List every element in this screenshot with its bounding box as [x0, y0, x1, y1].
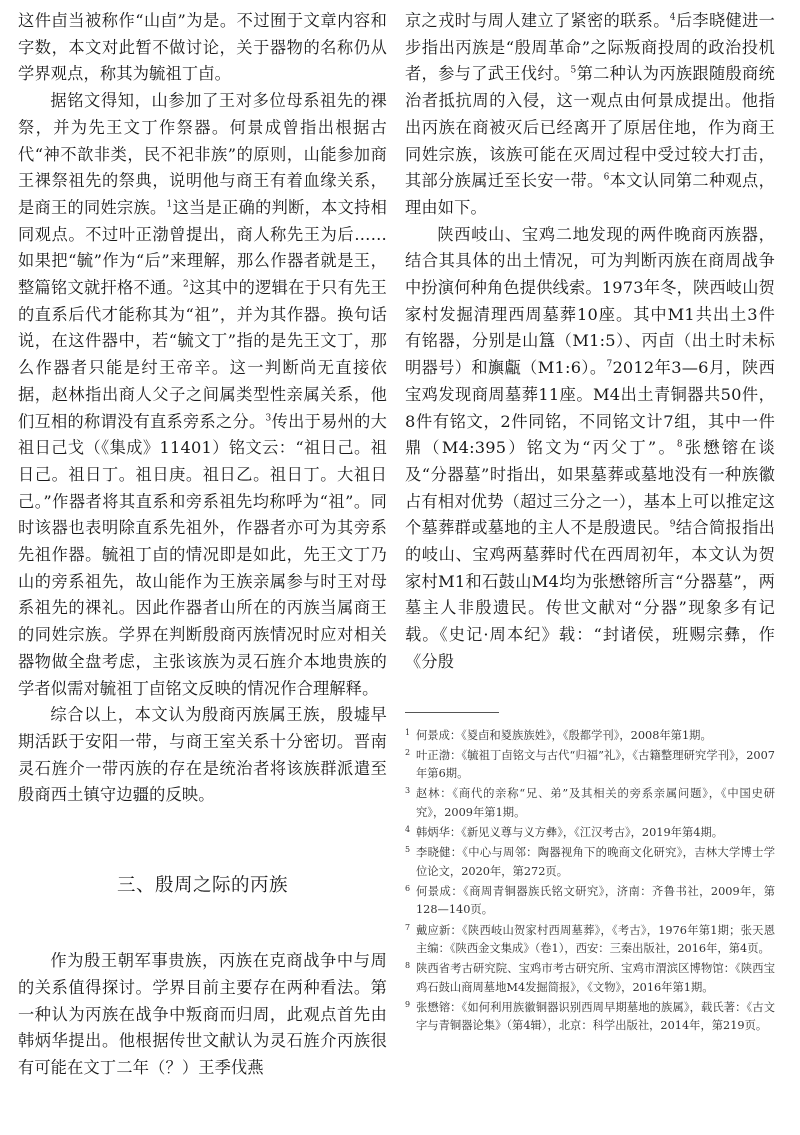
footnote-ref-7[interactable]: 7 [606, 359, 613, 370]
footnote-text: 戴应新：《陕西岐山贺家村西周墓葬》，《考古》，1976年第1期；张天恩主编：《陕西金文集成》（卷1），西安：三秦出版社，2016年，第4页。 [416, 923, 775, 956]
text-segment: 京之戎时与周人建立了紧密的联系。 [405, 11, 670, 30]
text-segment: 这当是正确的判断，本文持相同观点。不过叶正渤曾提出，商人称先王为后……如果把“毓”作为“后”来理解，那么作器者就是王，整篇铭文就扞格不通。 [18, 197, 387, 298]
footnote-text: 张懋镕：《如何利用族徽铜器识别西周早期墓地的族属》，载氏著：《古文字与青铜器论集》（第4辑），北京：科学出版社，2014年，第219页。 [416, 1000, 775, 1033]
footnote-ref-8[interactable]: 8 [676, 439, 683, 450]
footnote-text: 赵林：《商代的亲称“兄、弟”及其相关的旁系亲属问题》，《中国史研究》，2009年第1期。 [416, 787, 775, 819]
footnote-number: 3 [405, 786, 411, 796]
footnote-text: 李晓健：《中心与周邻：陶器视角下的晚商文化研究》，吉林大学博士学位论文，2020年，第272页。 [416, 846, 775, 878]
text-segment: 据铭文得知，山参加了王对多位母系祖先的祼祭，并为先王文丁作祭器。何景成曾指出根据古代“神不歆非类，民不祀非族”的原则，山能参加商王祼祭祖先的祭典，说明他与商王有着血缘关系，是商王的同姓宗族。 [18, 91, 387, 217]
paragraph-summary: 综合以上，本文认为殷商丙族属王族，殷墟早期活跃于安阳一带，与商王室关系十分密切。晋南灵石旌介一带丙族的存在是统治者将该族群派遣至殷商西土镇守边疆的反映。 [18, 705, 387, 805]
text-segment: 张懋镕在谈及“分器墓”时指出，如果墓葬或墓地没有一种族徽占有相对优势（超过三分之一），基本上可以推定这个墓葬群或墓地的主人不是殷遗民。 [405, 438, 776, 538]
text-segment: 2012年3—6月，陕西宝鸡发现商周墓葬11座。M4出土青铜器共50件，8件有铭文，2件同铭，不同铭文计7组，其中一件鼎（M4:395）铭文为“丙父丁”。 [405, 358, 776, 458]
footnote-item [405, 747, 775, 784]
footnote-number: 6 [405, 883, 411, 893]
footnote-ref-1[interactable]: 1 [166, 199, 173, 210]
footnote-number: 7 [405, 922, 411, 932]
footnote-number: 9 [405, 999, 411, 1009]
footnote-number: 1 [405, 727, 411, 737]
footnote-item [405, 785, 775, 822]
text-segment: 结合简报指出的岐山、宝鸡两墓葬时代在西周初年，本文认为贺家村M1和石鼓山M4均为张懋镕所言“分器墓”，两墓主人非殷遗民。传世文献对“分器”现象多有记载。《史记·周本纪》载：“封诸侯，班赐宗彝，作《分殷 [405, 518, 776, 671]
section-heading: 三、殷周之际的丙族 [116, 875, 288, 897]
paragraph-section-intro: 作为殷王朝军事贵族，丙族在克商战争中与周的关系值得探讨。学界目前主要存在两种看法。第一种认为丙族在战争中叛商而归周，此观点首先由韩炳华提出。他根据传世文献认为灵石旌介丙族很有可能在文丁二年（？）王季伐燕 [18, 951, 387, 1077]
text-segment: 第二种认为丙族跟随殷商统治者抵抗周的入侵，这一观点由何景成提出。他指出丙族在商被灭后已经离开了原居住地，作为商王同姓宗族，该族可能在灭周过程中受过较大打击，其部分族属迁至长安一带。 [405, 64, 775, 191]
paragraph-two-views [405, 8, 775, 222]
footnote-divider [405, 712, 499, 713]
footnote-item [405, 824, 775, 843]
footnote-number: 2 [405, 747, 411, 757]
footnote-item [405, 844, 775, 881]
footnote-number: 5 [405, 845, 411, 855]
footnote-text: 韩炳华：《新见义尊与义方彝》，《江汉考古》，2019年第4期。 [416, 826, 724, 840]
text-segment: 本文认同第二种观点，理由如下。 [405, 171, 775, 217]
footnote-number: 4 [405, 825, 411, 835]
footnote-item [405, 960, 775, 997]
text-segment: 后李晓健进一步指出丙族是“殷周革命”之际叛商投周的政治投机者，参与了武王伐纣。 [405, 11, 776, 84]
paragraph-excavation-evidence [405, 222, 775, 676]
text-segment: 传出于易州的大祖日己戈（《集成》11401）铭文云：“祖日己。祖日己。祖日丁。祖日庚。祖日乙。祖日丁。大祖日己。”作器者将其直系和旁系祖先均称呼为“祖”。同时该器也表明除直系先祖外，作器者亦可为其旁系先祖作器。毓祖丁卣的情况即是如此，先王文丁乃山的旁系祖先，故山能作为王族亲属参与时王对母系祖先的祼礼。因此作器者山所在的丙族当属商王的同姓宗族。学界在判断殷商丙族情况时应对相关器物做全盘考虑，主张该族为灵石旌介本地贵族的学者似需对毓祖丁卣铭文反映的情况作合理解释。 [18, 411, 388, 698]
footnote-text: 何景成：《㚇卣和㚇族族姓》，《殷都学刊》，2008年第1期。 [416, 728, 712, 742]
footnote-text: 何景成：《商周青铜器族氏铭文研究》，济南：齐鲁书社，2009年，第128—140页。 [416, 884, 775, 917]
text-segment: 陕西岐山、宝鸡二地发现的两件晚商丙族器，结合其具体的出土情况，可为判断丙族在商周战争中扮演何种角色提供线索。1973年冬，陕西岐山贺家村发掘清理西周墓葬10座。其中M1共出土3件有铭器，分别是山簋（M1:5）、丙卣（出土时未标明器号）和旟甗（M1:6）。 [405, 224, 775, 378]
text-segment: 这其中的逻辑在于只有先王的直系后代才能称其为“祖”，并为其作器。换句话说，在这件器中，若“毓文丁”指的是先王文丁，那么作器者只能是纣王帝辛。这一判断尚无直接依据，赵林指出商人父子之间属类型性亲属关系，他们互相的称谓没有直系旁系之分。 [18, 278, 387, 431]
footnote-number: 8 [405, 961, 411, 971]
footnote-item [405, 883, 775, 920]
footnote-text: 叶正渤：《毓祖丁卣铭文与古代“归福”礼》，《古籍整理研究学刊》，2007年第6期。 [416, 748, 775, 781]
right-column [405, 8, 775, 1038]
footnote-ref-4[interactable]: 4 [669, 12, 676, 23]
footnote-ref-6[interactable]: 6 [603, 172, 610, 183]
left-column [18, 8, 387, 1082]
footnote-text: 陕西省考古研究院、宝鸡市考古研究所、宝鸡市渭滨区博物馆：《陕西宝鸡石鼓山商周墓地M4发掘简报》，《文物》，2016年第1期。 [416, 962, 775, 994]
footnote-ref-2[interactable]: 2 [183, 279, 189, 290]
paragraph-inscription-analysis [18, 88, 387, 702]
footnotes-list [405, 727, 775, 1037]
footnote-item [405, 922, 775, 959]
footnote-item [405, 727, 775, 746]
footnote-ref-5[interactable]: 5 [570, 66, 577, 77]
paragraph-continuation: 这件卣当被称作“山卣”为是。不过囿于文章内容和字数，本文对此暂不做讨论，关于器物的名称仍从学界观点，称其为毓祖丁卣。 [18, 11, 387, 84]
footnote-item [405, 999, 775, 1036]
footnote-ref-9[interactable]: 9 [669, 519, 676, 530]
footnote-ref-3[interactable]: 3 [265, 413, 272, 424]
